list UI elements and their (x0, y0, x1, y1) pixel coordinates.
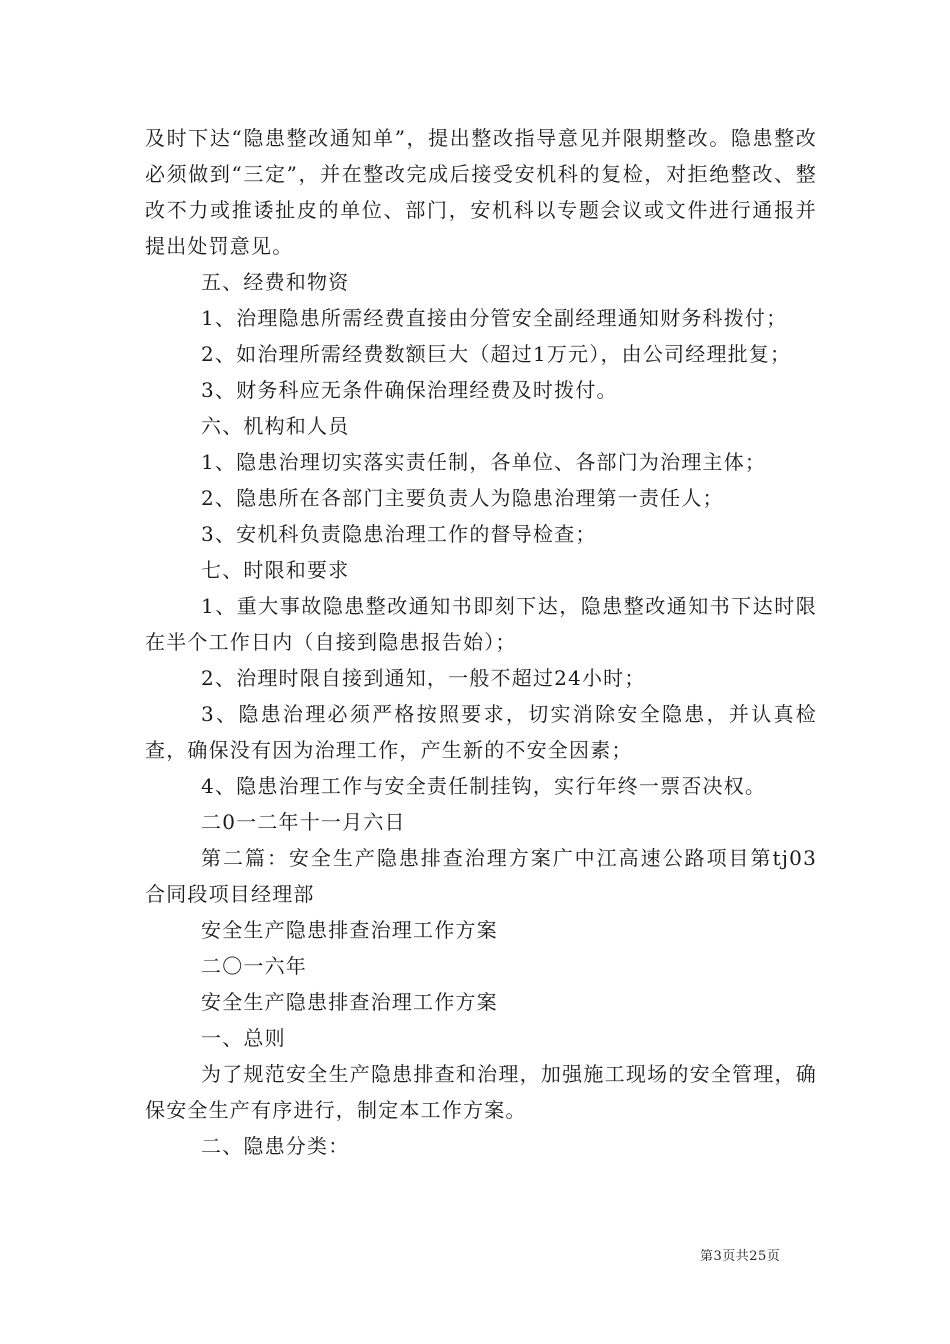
paragraph-organization-2: 2、隐患所在各部门主要负责人为隐患治理第一责任人； (201, 486, 724, 510)
paragraph-organization-1: 1、隐患治理切实落实责任制，各单位、各部门为治理主体； (201, 450, 767, 474)
section-heading-deadlines: 七、时限和要求 (201, 558, 350, 582)
paragraph-deadlines-2: 2、治理时限自接到通知，一般不超过24小时； (201, 666, 646, 690)
paragraph-1: 及时下达“隐患整改通知单”，提出整改指导意见并限期整改。隐患整改必须做到“三定”，并在整改完成后接受安机科的复检，对拒绝整改、整改不力或推诿扯皮的单位、部门，安机科以专题会议或文件进行通报并提出处罚意见。 (145, 126, 817, 258)
plan-title-2: 安全生产隐患排查治理工作方案 (201, 990, 498, 1014)
paragraph-organization-3: 3、安机科负责隐患治理工作的督导检查； (201, 522, 597, 546)
page-number-footer: 第3页共25页 (700, 1249, 781, 1264)
paragraph-deadlines-3: 3、隐患治理必须严格按照要求，切实消除安全隐患，并认真检查，确保没有因为治理工作，产生新的不安全因素； (145, 702, 817, 762)
plan-title-1: 安全生产隐患排查治理工作方案 (201, 918, 498, 942)
paragraph-deadlines-4: 4、隐患治理工作与安全责任制挂钩，实行年终一票否决权。 (201, 774, 767, 798)
document-body (145, 120, 817, 1164)
chapter-two-title: 第二篇：安全生产隐患排查治理方案广中江高速公路项目第tj03合同段项目经理部 (145, 846, 817, 906)
section-heading-organization: 六、机构和人员 (201, 414, 350, 438)
paragraph-funding-2: 2、如治理所需经费数额巨大（超过1万元），由公司经理批复； (201, 342, 792, 366)
paragraph-general: 为了规范安全生产隐患排查和治理，加强施工现场的安全管理，确保安全生产有序进行，制定本工作方案。 (145, 1062, 817, 1122)
plan-year: 二〇一六年 (201, 954, 307, 978)
document-date: 二0一二年十一月六日 (201, 810, 406, 834)
section-heading-funding: 五、经费和物资 (201, 270, 350, 294)
section-heading-classification: 二、隐患分类： (201, 1134, 350, 1158)
paragraph-funding-3: 3、财务科应无条件确保治理经费及时拨付。 (201, 378, 618, 402)
paragraph-funding-1: 1、治理隐患所需经费直接由分管安全副经理通知财务科拨付； (201, 306, 788, 330)
paragraph-deadlines-1: 1、重大事故隐患整改通知书即刻下达，隐患整改通知书下达时限在半个工作日内（自接到隐患报告始）； (145, 594, 817, 654)
section-heading-general: 一、总则 (201, 1026, 286, 1050)
